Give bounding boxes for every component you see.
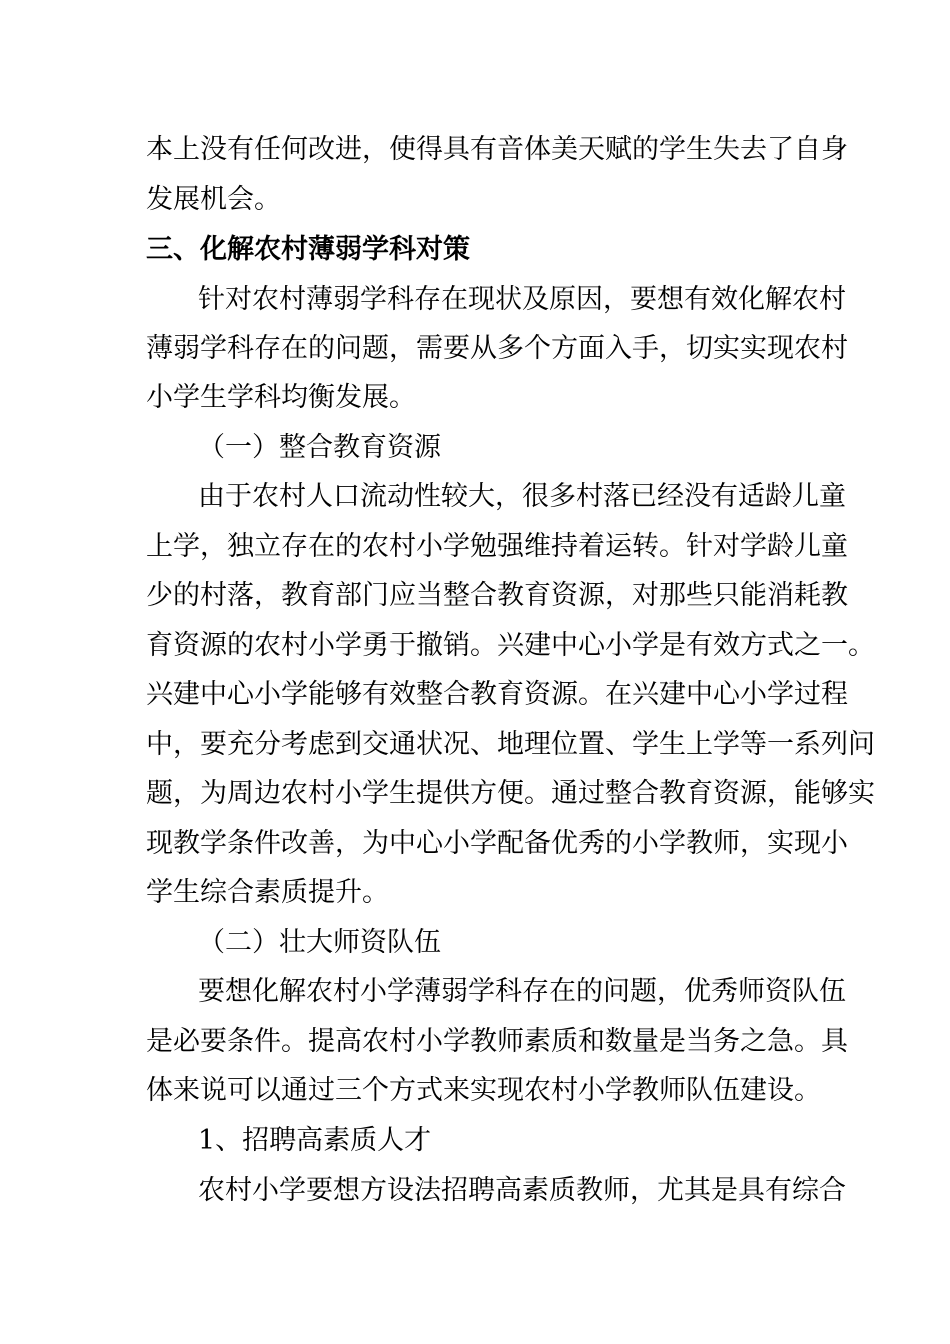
paragraph-line: 针对农村薄弱学科存在现状及原因，要想有效化解农村 — [198, 284, 846, 315]
paragraph-line: 要想化解农村小学薄弱学科存在的问题，优秀师资队伍 — [198, 976, 846, 1007]
paragraph-line: 薄弱学科存在的问题，需要从多个方面入手，切实实现农村 — [146, 333, 848, 364]
paragraph-line: 体来说可以通过三个方式来实现农村小学教师队伍建设。 — [146, 1075, 821, 1106]
paragraph-line: 是必要条件。提高农村小学教师素质和数量是当务之急。具 — [146, 1026, 848, 1057]
paragraph-line: 育资源的农村小学勇于撤销。兴建中心小学是有效方式之一。 — [146, 630, 875, 661]
paragraph-line: 学生综合素质提升。 — [146, 877, 389, 908]
paragraph-line: 中，要充分考虑到交通状况、地理位置、学生上学等一系列问 — [146, 729, 875, 760]
paragraph-line: 发展机会。 — [146, 184, 281, 215]
subsection-heading: （二）壮大师资队伍 — [198, 927, 441, 958]
paragraph-line: 由于农村人口流动性较大，很多村落已经没有适龄儿童 — [198, 481, 846, 512]
paragraph-line: 本上没有任何改进，使得具有音体美天赋的学生失去了自身 — [146, 134, 848, 165]
paragraph-line: 兴建中心小学能够有效整合教育资源。在兴建中心小学过程 — [146, 679, 848, 710]
paragraph-line: 少的村落，教育部门应当整合教育资源，对那些只能消耗教 — [146, 580, 848, 611]
section-heading: 三、化解农村薄弱学科对策 — [146, 234, 470, 265]
paragraph-line: 题，为周边农村小学生提供方便。通过整合教育资源，能够实 — [146, 778, 875, 809]
list-item-heading: 1、招聘高素质人才 — [198, 1125, 432, 1156]
subsection-heading: （一）整合教育资源 — [198, 432, 441, 463]
paragraph-line: 农村小学要想方设法招聘高素质教师，尤其是具有综合 — [198, 1175, 846, 1206]
paragraph-line: 上学，独立存在的农村小学勉强维持着运转。针对学龄儿童 — [146, 531, 848, 562]
paragraph-line: 现教学条件改善，为中心小学配备优秀的小学教师，实现小 — [146, 828, 848, 859]
paragraph-line: 小学生学科均衡发展。 — [146, 382, 416, 413]
